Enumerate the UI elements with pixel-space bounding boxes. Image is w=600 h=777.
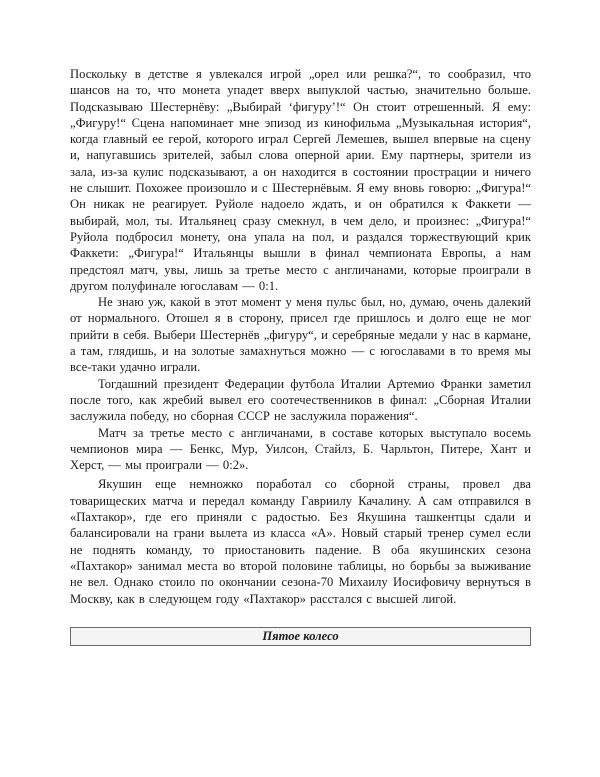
paragraph-1: Поскольку в детстве я увлекался игрой „орел или решка?“, то сообразил, что шансов на то, что монета упадет вверх выпуклой частью, значительно больше. Подсказываю Шестернёву: „Выбирай ‘фигуру’!“ Он стоит отрешенный. Я ему: „Фигуру!“ Сцена напоминает мне эпизод из кинофильма „Музыкальная история“, когда главный ее герой, которого играл Сергей Лемешев, вышел впервые на сцену и, напугавшись зрителей, забыл слова оперной арии. Ему партнеры, зрители из зала, из-за кулис подсказывают, а он находится в состоянии прострации и ничего не слышит. Похожее произошло и с Шестернёвым. Я ему вновь говорю: „Фигура!“ Он никак не реагирует. Руйоле надоело ждать, и он обратился к Факкети — выбирай, мол, ты. Итальянец сразу смекнул, в чем дело, и произнес: „Фигура!“ Руйола подбросил монету, она упала на пол, и раздался торжествующий крик Факкети: „Фигура!“ Итальянцы вышли в финал чемпионата Европы, а нам предстоял матч, увы, лишь за третье место с англичанами, которые проиграли в другом полуфинале югославам — 0:1. — [70, 67, 531, 293]
body-text — [70, 66, 531, 607]
section-title-box — [70, 627, 531, 646]
section-title: Пятое колесо — [262, 629, 339, 643]
paragraph-2: Не знаю уж, какой в этот момент у меня пульс был, но, думаю, очень далекий от нормального. Отошел я в сторону, присел где пришлось и долго еще не мог прийти в себя. Выбери Шестернёв „фигуру“, и серебряные медали у нас в кармане, а там, глядишь, и на золотые замахнуться можно — с югославами в то время мы все-таки удачно играли. — [70, 295, 531, 375]
paragraph-5: Якушин еще немножко поработал со сборной страны, провел два товарищеских матча и передал команду Гавриилу Качалину. А сам отправился в «Пахтакор», где его приняли с радостью. Без Якушина ташкентцы сдали и балансировали на грани вылета из класса «А». Новый старый тренер сумел если не поднять команду, то приостановить падение. В оба якушинских сезона «Пахтакор» занимал места во второй половине таблицы, но борьбы за выживание не вел. Однако стоило по окончании сезона-70 Михаилу Иосифовичу вернуться в Москву, как в следующем году «Пахтакор» расстался с высшей лигой. — [70, 477, 531, 606]
paragraph-4: Матч за третье место с англичанами, в составе которых выступало восемь чемпионов мира — Бенкс, Мур, Уилсон, Стайлз, Б. Чарльтон, Питере, Хант и Херст, — мы проиграли — 0:2». — [70, 425, 531, 473]
paragraph-3: Тогдашний президент Федерации футбола Италии Артемио Франки заметил после того, как жребий вывел его соотечественников в финал: „Сборная Италии заслужила победу, но сборная СССР не заслужила поражения“. — [70, 376, 531, 424]
